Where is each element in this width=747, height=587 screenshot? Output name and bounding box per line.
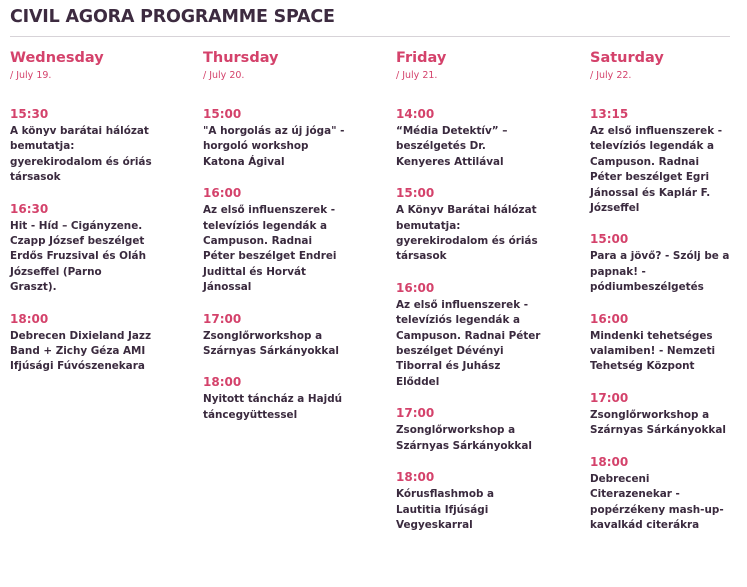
event-description: Az első influenszerek - televíziós legendák a Campuson. Radnai Péter beszélget Egri Jánossal és Kaplár F. Józseffel <box>590 125 723 215</box>
event-description: Hit - Híd – Cigányzene. Czapp József beszélget Erdős Fruzsival és Oláh Józseffel (Parno Graszt). <box>10 219 146 294</box>
event-description: Debrecen Dixieland Jazz Band + Zichy Géza AMI Ifjúsági Fúvószenekara <box>10 329 151 373</box>
event-item <box>203 106 383 170</box>
event-item <box>396 405 576 454</box>
day-name: Friday <box>396 50 447 66</box>
event-description: Az első influenszerek - televíziós legendák a Campuson. Radnai Péter beszélget Endrei Judittal és Horvát Jánossal <box>203 204 337 294</box>
event-time: 17:00 <box>590 390 629 405</box>
event-item <box>590 106 747 216</box>
day-column-wednesday <box>10 48 190 390</box>
event-list <box>10 106 190 375</box>
event-item <box>396 185 576 265</box>
event-time: 18:00 <box>396 470 435 485</box>
event-time: 15:00 <box>203 107 242 121</box>
event-time: 13:15 <box>590 107 629 121</box>
event-item <box>203 374 383 423</box>
event-time: 14:00 <box>396 107 435 121</box>
event-item <box>10 106 190 186</box>
event-time: 18:00 <box>203 375 242 390</box>
event-description: A Könyv Barátai hálózat bemutatja: gyerekirodalom és óriás társasok <box>396 204 538 263</box>
page-title: CIVIL AGORA PROGRAMME SPACE <box>10 7 335 27</box>
day-date: / July 21. <box>396 70 438 81</box>
day-date: / July 22. <box>590 70 632 81</box>
event-time: 16:30 <box>10 201 49 216</box>
event-item <box>203 185 383 295</box>
event-item <box>396 280 576 390</box>
day-name: Wednesday <box>10 50 104 66</box>
event-time: 15:00 <box>590 232 629 247</box>
event-item <box>590 454 747 534</box>
day-date: / July 20. <box>203 70 245 81</box>
event-list <box>203 106 383 423</box>
event-description: Kórusflashmob a Lautitia Ifjúsági Vegyeskarral <box>396 488 495 531</box>
event-item <box>396 106 576 170</box>
title-divider <box>10 36 730 37</box>
event-time: 15:30 <box>10 107 49 121</box>
event-time: 15:00 <box>396 186 435 201</box>
event-time: 16:00 <box>203 186 242 201</box>
day-date: / July 19. <box>10 70 52 81</box>
event-description: Nyitott táncház a Hajdú táncegyüttessel <box>203 393 343 421</box>
event-time: 18:00 <box>10 311 49 326</box>
event-item <box>590 390 747 439</box>
event-description: Debreceni Citerazenekar - popérzékeny mash-up-kavalkád citerákra <box>590 472 724 531</box>
event-time: 17:00 <box>203 311 242 326</box>
event-description: Zsonglőrworkshop a Szárnyas Sárkányokkal <box>396 424 532 452</box>
event-list <box>590 106 747 533</box>
event-description: "A horgolás az új jóga" - horgoló workshop Katona Ágival <box>203 125 345 168</box>
event-description: Para a jövő? - Szólj be a papnak! - pódiumbeszélgetés <box>590 250 730 294</box>
event-time: 17:00 <box>396 406 435 421</box>
event-item <box>10 201 190 296</box>
event-description: A könyv barátai hálózat bemutatja: gyerekirodalom és óriás társasok <box>10 125 152 184</box>
event-item <box>590 231 747 295</box>
event-time: 18:00 <box>590 454 629 469</box>
day-column-friday <box>396 48 576 548</box>
event-item <box>203 311 383 360</box>
event-description: Zsonglőrworkshop a Szárnyas Sárkányokkal <box>590 408 726 437</box>
day-column-saturday <box>590 48 747 548</box>
event-item <box>10 311 190 375</box>
day-name: Thursday <box>203 50 279 66</box>
event-description: Az első influenszerek - televíziós legendák a Campuson. Radnai Péter beszélget Dévényi Tiborral és Juhász Előddel <box>396 298 541 388</box>
day-name: Saturday <box>590 50 664 66</box>
event-time: 16:00 <box>590 311 629 326</box>
event-time: 16:00 <box>396 280 435 295</box>
event-item <box>590 311 747 375</box>
day-column-thursday <box>203 48 383 438</box>
event-list <box>396 106 576 533</box>
event-description: Mindenki tehetséges valamiben! - Nemzeti Tehetség Központ <box>590 329 716 373</box>
event-description: Zsonglőrworkshop a Szárnyas Sárkányokkal <box>203 329 339 358</box>
event-item <box>396 469 576 533</box>
event-description: “Média Detektív” – beszélgetés Dr. Kenyeres Attilával <box>396 125 508 168</box>
